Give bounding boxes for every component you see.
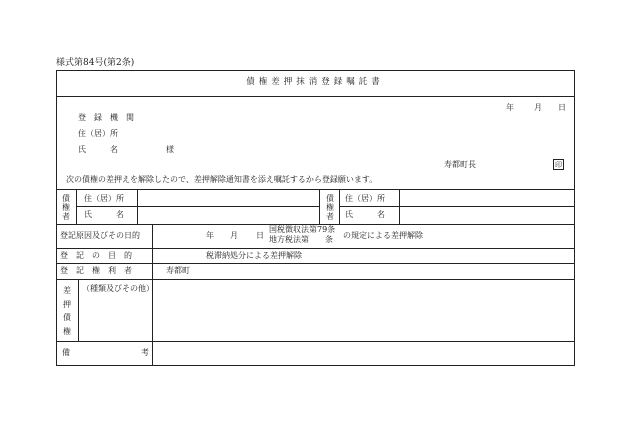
debtor-mid-divider (339, 206, 575, 207)
form-number: 様式第84号(第2条) (56, 58, 135, 68)
date-day-label: 日 (558, 103, 566, 112)
cause-law-line1: 国税徴収法第79条 (269, 225, 336, 234)
addressee-honorific: 様 (166, 145, 174, 154)
cause-label: 登記原因及びその日的 (60, 231, 140, 240)
seized-rights-note: （種類及びその他） (82, 284, 154, 293)
title-divider (56, 96, 575, 97)
intro-divider (56, 189, 575, 190)
sender-name: 寿都町長 (444, 160, 476, 169)
remarks-label-char1: 備 (62, 348, 70, 357)
cause-law-line2: 地方税法第 条 (269, 235, 333, 244)
intro-text: 次の債権の差押えを解除したので、差押解除通知書を添え嘱託するから登録願います。 (66, 175, 378, 184)
date-year-label: 年 (506, 103, 514, 112)
creditor-name-label: 氏 名 (84, 210, 124, 219)
seal-mark: 印 (555, 160, 562, 169)
cause-divider (56, 248, 575, 249)
addressee-address-label: 住（居）所 (78, 129, 118, 138)
form-title: 債権差押抹消登録嘱託書 (246, 77, 384, 87)
right-holder-value: 寿都町 (166, 266, 190, 275)
remarks-label-char2: 考 (141, 348, 149, 357)
seized-rights-label: 差 押 債 権 (63, 286, 71, 336)
seized-rights-inner-divider (78, 279, 79, 341)
creditor-mid-divider (76, 206, 319, 207)
addressee-name-label: 氏 名 (78, 145, 118, 154)
label-column-divider (152, 224, 153, 366)
right-holder-divider (56, 279, 575, 280)
cause-month: 月 (230, 231, 238, 240)
purpose-divider (56, 263, 575, 264)
registry-label: 登録機関 (78, 113, 142, 122)
cause-suffix: の規定による差押解除 (343, 231, 423, 240)
creditor-block-label: 債 権 者 (62, 194, 70, 222)
debtor-address-label: 住（居）所 (345, 194, 385, 203)
block-center-divider (319, 189, 320, 224)
debtor-name-label: 氏 名 (345, 210, 385, 219)
cause-day: 日 (256, 231, 264, 240)
right-holder-label: 登記権利者 (60, 266, 140, 275)
debtor-block-label: 債 権 者 (326, 194, 334, 222)
date-month-label: 月 (534, 103, 542, 112)
purpose-value: 税滞納処分による差押解除 (206, 251, 302, 260)
purpose-label: 登記の目的 (60, 251, 140, 260)
seized-rights-divider (56, 341, 575, 342)
cause-year: 年 (206, 231, 214, 240)
creditor-address-label: 住（居）所 (84, 194, 124, 203)
